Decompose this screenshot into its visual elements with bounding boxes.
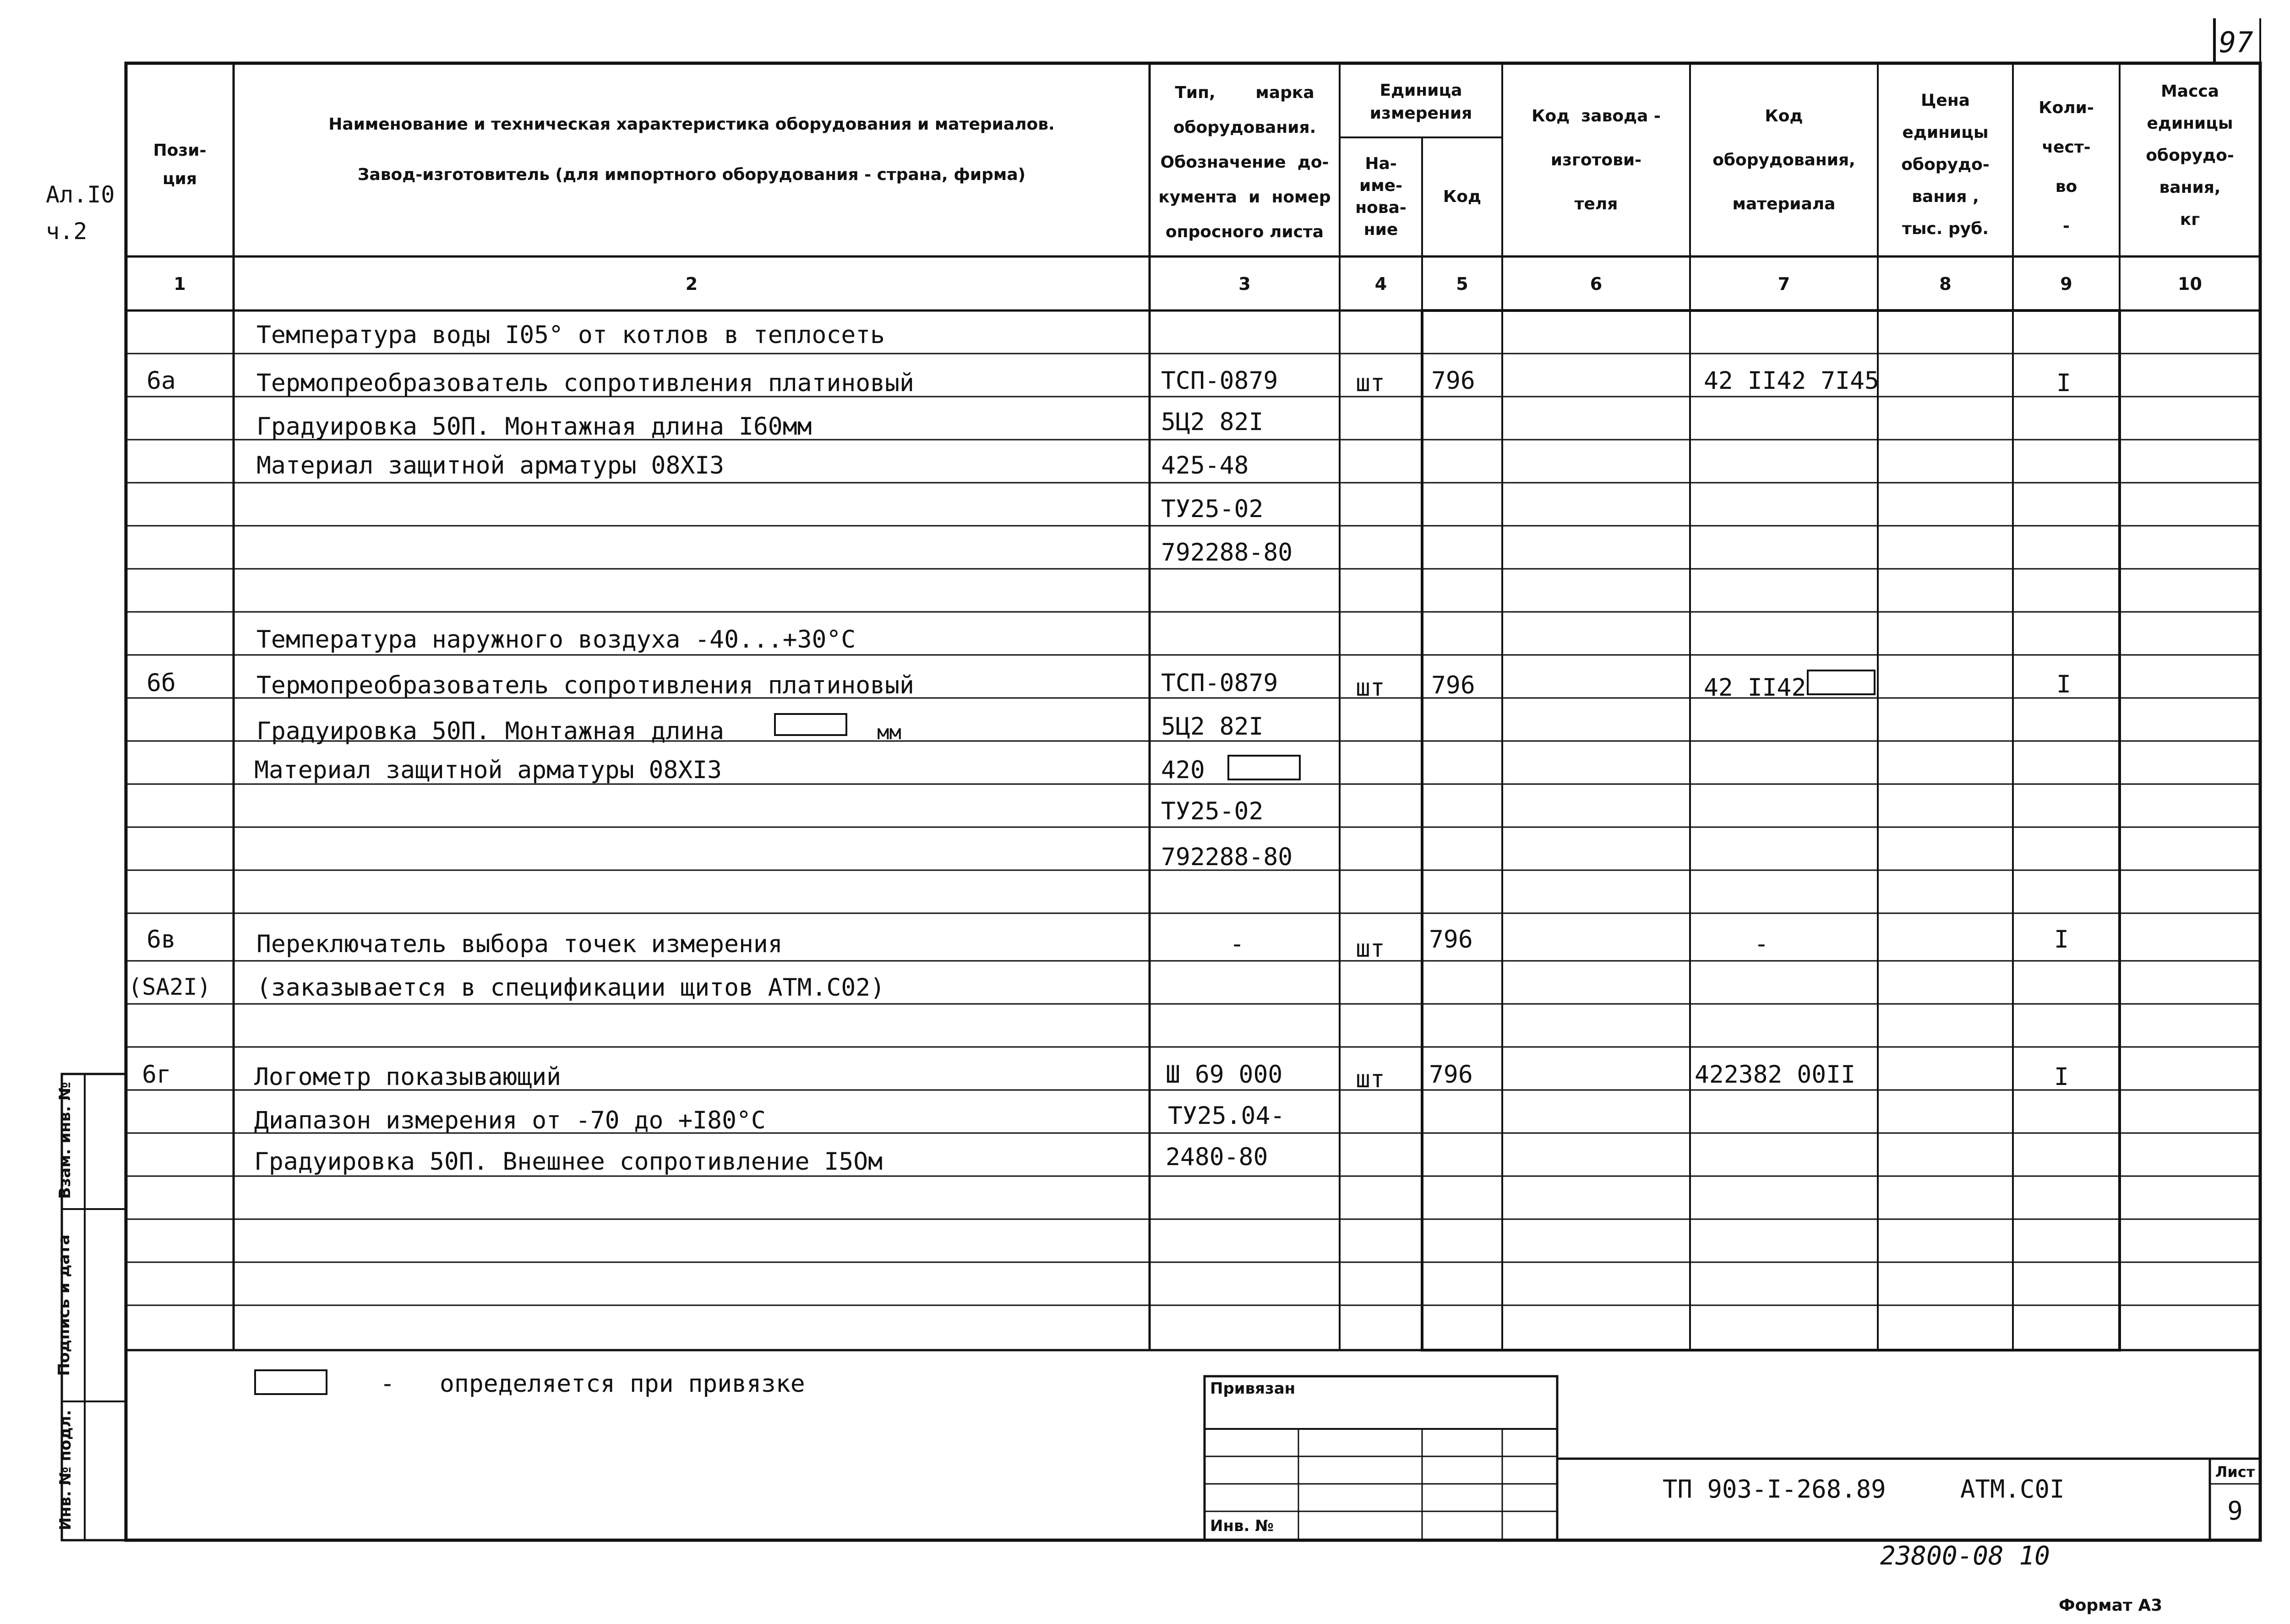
row-doc: - xyxy=(1230,930,1244,958)
col-number-1: 1 xyxy=(174,274,186,294)
row-doc: ТСП-0879 xyxy=(1161,669,1278,697)
row-equipment-code: 422382 00II xyxy=(1695,1061,1855,1089)
row-unit-code: 796 xyxy=(1431,367,1475,395)
col-number-8: 8 xyxy=(1939,274,1952,294)
row-name: Переключатель выбора точек измерения xyxy=(256,930,783,958)
margin-signature-date: Подпись и дата xyxy=(55,1234,73,1376)
row-unit-code: 796 xyxy=(1431,671,1475,699)
header-factory-code: Код завода - изготови- теля xyxy=(1532,107,1661,213)
col-number-3: 3 xyxy=(1238,274,1251,294)
row-unit: шт xyxy=(1356,935,1385,963)
stamp-inventory-label: Инв. № xyxy=(1210,1517,1274,1535)
row-name: Диапазон измерения от -70 до +I80°C xyxy=(254,1106,766,1134)
header-position: Пози- ция xyxy=(153,141,207,188)
header-name-line1: Наименование и техническая характеристика оборудования и материалов. xyxy=(328,115,1055,134)
header-unit-code: Код xyxy=(1443,187,1482,206)
header-mass: Масса единицы оборудо- вания, кг xyxy=(2146,82,2234,229)
row-equipment-code: 42 II42 xyxy=(1704,674,1806,702)
row-position: 6в xyxy=(147,926,176,954)
blank-field-box xyxy=(774,713,847,736)
row-name: Градуировка 50П. Монтажная длина xyxy=(256,717,725,745)
row-position: 6г xyxy=(142,1061,171,1089)
row-unit-code: 796 xyxy=(1429,926,1473,954)
archive-number: 23800-08 10 xyxy=(1880,1541,2050,1571)
row-doc: 792288-80 xyxy=(1161,539,1293,567)
margin-replacement-inventory: Взам. инв. № xyxy=(56,1082,74,1199)
row-unit: шт xyxy=(1356,369,1385,397)
col-number-7: 7 xyxy=(1777,274,1790,294)
row-name: Материал защитной арматуры 08XI3 xyxy=(256,452,725,480)
project-code: ТП 903-I-268.89 xyxy=(1663,1475,1886,1504)
row-name: Температура воды I05° от котлов в теплосеть xyxy=(256,321,885,349)
col-number-2: 2 xyxy=(685,274,698,294)
legend-dash: - xyxy=(380,1370,395,1398)
row-equipment-code: 42 II42 7I45 xyxy=(1704,367,1879,395)
row-doc: ТУ25-02 xyxy=(1161,495,1264,523)
row-doc: Ш 69 000 xyxy=(1166,1061,1283,1089)
header-unit: Единица измерения xyxy=(1369,81,1472,123)
header-name-line2: Завод-изготовитель (для импортного оборудования - страна, фирма) xyxy=(357,165,1026,184)
header-quantity: Коли- чест- во - xyxy=(2039,98,2094,235)
row-quantity: I xyxy=(2056,369,2071,397)
row-quantity: I xyxy=(2054,1063,2069,1091)
header-unit-name: На- име- нова- ние xyxy=(1355,154,1407,239)
row-doc: 425-48 xyxy=(1161,452,1249,480)
document-code: АТМ.С0I xyxy=(1960,1475,2065,1504)
row-name: Термопреобразователь сопротивления платиновый xyxy=(256,671,914,699)
row-name: Температура наружного воздуха -40...+30°C xyxy=(256,626,856,654)
album-label: Ал.I0 xyxy=(46,181,115,208)
header-equipment-code: Код оборудования, материала xyxy=(1712,107,1855,213)
col-number-4: 4 xyxy=(1374,274,1387,294)
row-position: 6б xyxy=(147,669,176,697)
row-doc: 5Ц2 82I xyxy=(1161,713,1264,741)
row-doc: ТУ25-02 xyxy=(1161,797,1264,825)
col-number-5: 5 xyxy=(1456,274,1468,294)
row-name-unit: мм xyxy=(877,721,901,744)
row-quantity: I xyxy=(2054,926,2069,954)
legend-blank-box xyxy=(254,1369,327,1395)
sheet-label: Лист xyxy=(2215,1463,2255,1481)
row-doc: 420 xyxy=(1161,756,1205,784)
blank-field-box xyxy=(1807,670,1876,695)
row-name: Логометр показывающий xyxy=(254,1063,562,1091)
row-doc: 2480-80 xyxy=(1166,1143,1268,1171)
row-name: Градуировка 50П. Монтажная длина I60мм xyxy=(256,413,812,441)
corner-sheet-number: 97 xyxy=(2219,26,2253,59)
col-number-6: 6 xyxy=(1590,274,1603,294)
col-number-9: 9 xyxy=(2060,274,2072,294)
row-unit: шт xyxy=(1356,1065,1385,1093)
row-doc: 5Ц2 82I xyxy=(1161,408,1264,436)
margin-original-inventory: Инв. № подл. xyxy=(56,1410,75,1531)
row-name: Термопреобразователь сопротивления платиновый xyxy=(256,369,914,397)
col-number-10: 10 xyxy=(2178,274,2202,294)
row-doc: 792288-80 xyxy=(1161,843,1293,871)
row-equipment-code: - xyxy=(1754,930,1769,958)
sheet-number: 9 xyxy=(2227,1496,2243,1526)
row-name: (заказывается в спецификации щитов АТМ.С02) xyxy=(256,974,885,1002)
row-name: Градуировка 50П. Внешнее сопротивление I5Ом xyxy=(254,1148,883,1176)
blank-field-box xyxy=(1227,755,1301,780)
album-part-label: ч.2 xyxy=(46,218,87,245)
row-doc: ТУ25.04- xyxy=(1168,1102,1285,1130)
header-price: Цена единицы оборудо- вания , тыс. руб. xyxy=(1901,91,1990,238)
stamp-privyazan-label: Привязан xyxy=(1210,1379,1296,1398)
row-position: 6а xyxy=(147,367,176,395)
row-unit: шт xyxy=(1356,674,1385,702)
row-quantity: I xyxy=(2056,670,2071,698)
row-name: Материал защитной арматуры 08XI3 xyxy=(254,756,722,784)
legend-text: определяется при привязке xyxy=(440,1370,805,1398)
row-unit-code: 796 xyxy=(1429,1061,1473,1089)
row-doc: ТСП-0879 xyxy=(1161,367,1278,395)
row-position: (SA2I) xyxy=(128,974,211,1000)
format-label: Формат А3 xyxy=(2059,1596,2163,1615)
header-type-doc: Тип, марка оборудования. Обозначение до- кумента и номер опросного листа xyxy=(1158,83,1331,241)
